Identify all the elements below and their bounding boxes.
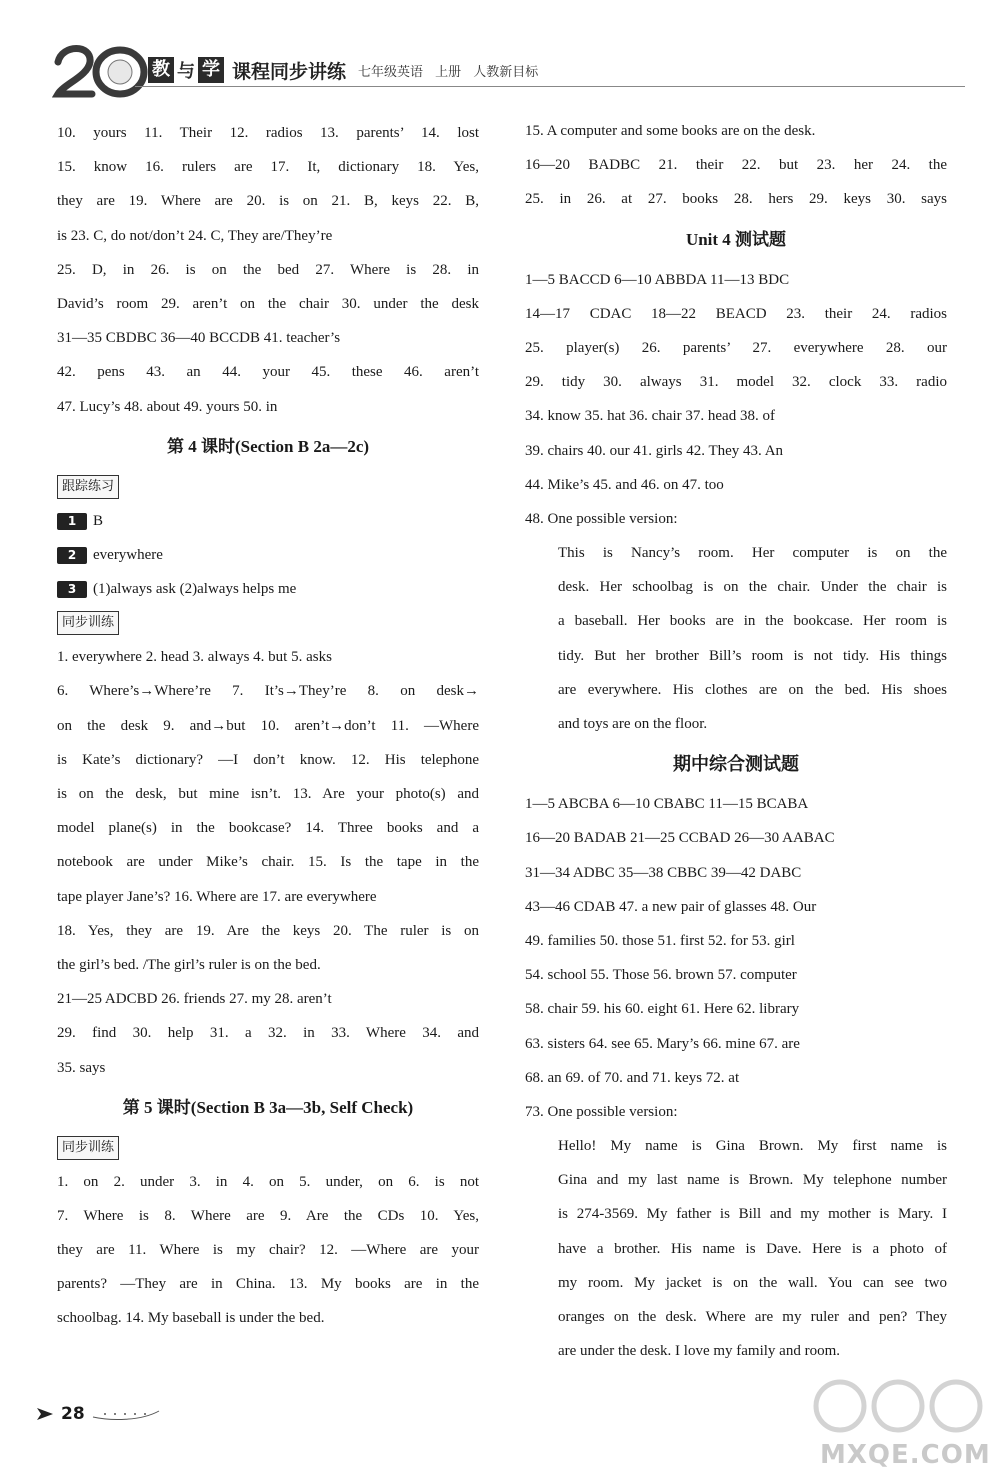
brand-char-2: 学 — [198, 57, 224, 83]
book-title: 课程同步讲练 — [232, 60, 347, 83]
essay-line: a baseball. Her books are in the bookcase. Her room is — [558, 613, 947, 630]
answer-line: 25. player(s) 26. parents’ 27. everywhere 28. our — [525, 339, 947, 356]
left-column — [57, 116, 479, 1336]
answer-line: is 23. C, do not/don’t 24. C, They are/They’re — [57, 227, 333, 244]
answer-line: 29. tidy 30. always 31. model 32. clock 33. radio — [525, 374, 947, 391]
answer-line: 42. pens 43. an 44. your 45. these 46. aren’t — [57, 364, 479, 381]
answer-line: 15. A computer and some books are on the desk. — [525, 123, 816, 139]
answer-line: is Kate’s dictionary? —I don’t know. 12. His telephone — [57, 751, 479, 768]
essay-line: Gina and my last name is Brown. My telephone number — [558, 1172, 947, 1189]
essay-line: This is Nancy’s room. Her computer is on the — [558, 545, 947, 562]
essay-line: and toys are on the floor. — [558, 716, 708, 732]
answer-line: 16—20 BADAB 21—25 CCBAD 26—30 AABAC — [525, 830, 835, 847]
answer-line: they are 19. Where are 20. is on 21. B, keys 22. B, — [57, 193, 479, 210]
answer-line: 6. Where’s→Where’re 7. It’s→They’re 8. on desk→ — [57, 683, 479, 700]
answer-line: 10. yours 11. Their 12. radios 13. parents’ 14. lost — [57, 125, 479, 141]
answer-line: 35. says — [57, 1059, 106, 1076]
essay-line: desk. Her schoolbag is on the chair. Under the chair is — [558, 579, 947, 596]
answer-line: they are 11. Where is my chair? 12. —Where are your — [57, 1242, 479, 1259]
item-number-badge: 2 — [57, 547, 87, 564]
page-footer — [35, 1404, 161, 1424]
essay-line: are under the desk. I love my family and room. — [558, 1343, 840, 1360]
essay-line: are everywhere. His clothes are on the bed. His shoes — [558, 681, 947, 698]
essay-line: is 274-3569. My father is Bill and my mother is Mary. I — [558, 1206, 947, 1223]
book-subtitle: 七年级英语 上册 人教新目标 — [358, 64, 539, 80]
answer-line: 1—5 BACCD 6—10 ABBDA 11—13 BDC — [525, 271, 790, 288]
item-text: everywhere — [93, 546, 163, 563]
section-heading-lesson-4: 第 4 课时(Section B 2a—2c) — [166, 436, 370, 456]
answer-line: 1—5 ABCBA 6—10 CBABC 11—15 BCABA — [525, 796, 809, 813]
answer-line: 14—17 CDAC 18—22 BEACD 23. their 24. radios — [525, 305, 947, 322]
answer-line: 25. D, in 26. is on the bed 27. Where is 28. in — [57, 261, 479, 278]
essay-line: oranges on the desk. Where are my ruler and pen? They — [558, 1309, 947, 1325]
series-brand — [148, 55, 538, 85]
answer-line: 49. families 50. those 51. first 52. for 53. girl — [525, 932, 795, 949]
essay-line: have a brother. His name is Dave. Here is a photo of — [558, 1240, 947, 1257]
answer-line: 31—34 ADBC 35—38 CBBC 39—42 DABC — [525, 864, 802, 881]
tag-sync-training: 同步训练 — [57, 611, 119, 635]
answer-line: notebook are under Mike’s chair. 15. Is the tape in the — [57, 854, 479, 871]
answer-line: 39. chairs 40. our 41. girls 42. They 43. An — [525, 442, 784, 459]
answer-line: 1. on 2. under 3. in 4. on 5. under, on 6. is not — [57, 1173, 479, 1190]
item-text: B — [93, 512, 104, 529]
arrow-right-icon — [35, 1406, 55, 1422]
tag-tracking-practice: 跟踪练习 — [57, 475, 119, 499]
answer-line: 21—25 ADCBD 26. friends 27. my 28. aren’t — [57, 991, 332, 1008]
answer-line: 43—46 CDAB 47. a new pair of glasses 48. Our — [525, 898, 817, 915]
answer-line: 25. in 26. at 27. books 28. hers 29. keys 30. says — [525, 191, 947, 208]
answer-line: is on the desk, but mine isn’t. 13. Are your photo(s) and — [57, 786, 479, 802]
answer-line: 34. know 35. hat 36. chair 37. head 38. of — [525, 408, 775, 425]
list-item — [57, 538, 479, 572]
answer-line: 7. Where is 8. Where are 9. Are the CDs 10. Yes, — [57, 1207, 479, 1224]
answer-line: the girl’s bed. /The girl’s ruler is on the bed. — [57, 956, 321, 973]
essay-line: Hello! My name is Gina Brown. My first name is — [558, 1138, 947, 1155]
page-number: 28 — [61, 1404, 85, 1424]
section-heading-unit-4-test: Unit 4 测试题 — [685, 229, 787, 249]
list-item — [57, 504, 479, 538]
section-heading-midterm-test: 期中综合测试题 — [673, 754, 799, 775]
answer-line: 44. Mike’s 45. and 46. on 47. too — [525, 476, 724, 493]
answer-line: tape player Jane’s? 16. Where are 17. are everywhere — [57, 888, 377, 905]
essay-line: tidy. But her brother Bill’s room is not tidy. His things — [558, 647, 947, 664]
decorative-dots-icon — [91, 1407, 161, 1421]
item-number-badge: 3 — [57, 581, 87, 598]
tag-sync-training: 同步训练 — [57, 1136, 119, 1160]
right-column — [525, 114, 947, 1368]
answer-line: 63. sisters 64. see 65. Mary’s 66. mine 67. are — [525, 1035, 800, 1052]
answer-line: 18. Yes, they are 19. Are the keys 20. The ruler is on — [57, 922, 479, 939]
section-heading-lesson-5: 第 5 课时(Section B 3a—3b, Self Check) — [122, 1097, 414, 1117]
answer-line: 48. One possible version: — [525, 510, 678, 527]
answer-line: 73. One possible version: — [525, 1103, 678, 1120]
brand-char-1: 教 — [148, 57, 174, 83]
answer-line: 1. everywhere 2. head 3. always 4. but 5. asks — [57, 649, 332, 666]
item-text: (1)always ask (2)always helps me — [93, 581, 297, 598]
answer-line: 15. know 16. rulers are 17. It, dictionary 18. Yes, — [57, 159, 479, 176]
answer-line: David’s room 29. aren’t on the chair 30. under the desk — [57, 295, 479, 312]
series-logo-icon — [52, 40, 152, 100]
answer-line: 58. chair 59. his 60. eight 61. Here 62. library — [525, 1001, 800, 1018]
list-item — [57, 572, 479, 606]
answer-line: 16—20 BADBC 21. their 22. but 23. her 24. the — [525, 157, 947, 174]
page-header — [0, 0, 1000, 100]
header-divider — [135, 86, 965, 87]
watermark-text: MXQE.COM — [820, 1440, 991, 1470]
brand-char-sep: 与 — [177, 61, 195, 82]
answer-line: 68. an 69. of 70. and 71. keys 72. at — [525, 1069, 740, 1086]
answer-line: 29. find 30. help 31. a 32. in 33. Where 34. and — [57, 1025, 479, 1042]
answer-line: 54. school 55. Those 56. brown 57. computer — [525, 967, 797, 984]
answer-line: on the desk 9. and→but 10. aren’t→don’t 11. —Where — [57, 717, 479, 734]
answer-line: schoolbag. 14. My baseball is under the bed. — [57, 1310, 325, 1327]
answer-line: 31—35 CBDBC 36—40 BCCDB 41. teacher’s — [57, 330, 341, 347]
item-number-badge: 1 — [57, 513, 87, 530]
answer-line: parents? —They are in China. 13. My books are in the — [57, 1276, 479, 1293]
answer-line: model plane(s) in the bookcase? 14. Three books and a — [57, 820, 479, 837]
answer-line: 47. Lucy’s 48. about 49. yours 50. in — [57, 398, 278, 415]
essay-line: my room. My jacket is on the wall. You can see two — [558, 1274, 947, 1291]
